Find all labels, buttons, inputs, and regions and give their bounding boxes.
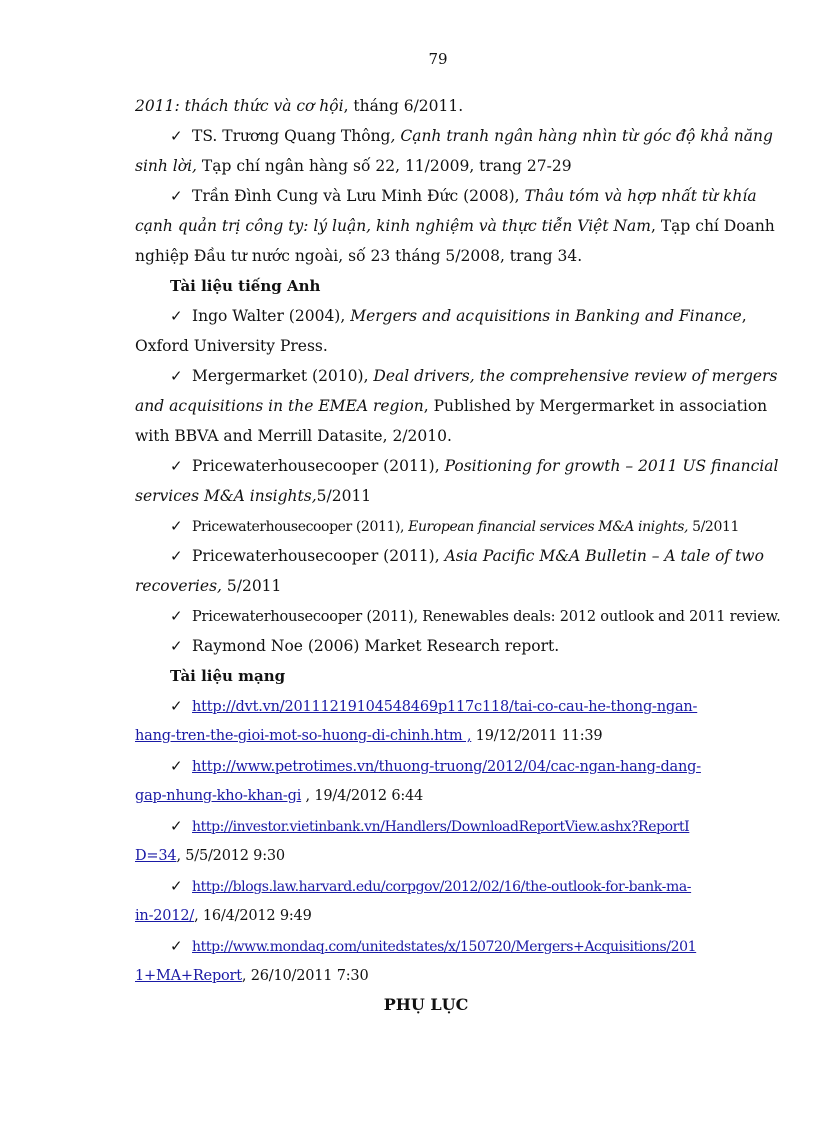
web-link[interactable]: D=34 — [135, 848, 177, 864]
ref-line — [135, 846, 740, 866]
ref-text: Raymond Noe (2006) Market Research report. — [192, 637, 560, 655]
ref-date: , 16/4/2012 9:49 — [194, 908, 312, 924]
checkmark-icon: ✓ — [170, 637, 183, 655]
checkmark-icon: ✓ — [170, 187, 183, 205]
ref-line — [170, 936, 740, 957]
ref-line — [135, 246, 740, 266]
web-link[interactable]: http://www.petrotimes.vn/thuong-truong/2012/04/cac-ngan-hang-dang- — [192, 759, 701, 775]
ref-line — [135, 96, 740, 116]
web-link[interactable]: http://www.mondaq.com/unitedstates/x/150720/Mergers+Acquisitions/201 — [192, 939, 697, 955]
ref-line — [135, 216, 775, 236]
ref-line — [170, 756, 740, 777]
ref-text: Pricewaterhousecooper (2011), Renewables deals: 2012 outlook and 2011 review. — [192, 609, 781, 625]
checkmark-icon: ✓ — [170, 757, 183, 775]
ref-line — [135, 396, 768, 416]
ref-title: sinh lời, — [135, 157, 197, 175]
checkmark-icon: ✓ — [170, 607, 183, 625]
web-link[interactable]: 1+MA+Report — [135, 968, 242, 984]
ref-line — [135, 726, 740, 746]
ref-line — [170, 306, 747, 326]
ref-text: 5/2011 — [688, 519, 739, 535]
ref-title: recoveries, — [135, 577, 222, 595]
ref-date: , 19/4/2012 6:44 — [301, 788, 424, 804]
ref-line — [135, 426, 740, 446]
ref-line — [135, 486, 740, 506]
ref-date: , 26/10/2011 7:30 — [241, 968, 369, 984]
ref-line — [170, 636, 740, 656]
web-link[interactable]: in-2012/ — [135, 908, 195, 924]
ref-author: TS. Trương Quang Thông — [192, 127, 391, 145]
ref-title: Deal drivers, the comprehensive review of mergers — [373, 367, 778, 385]
ref-line — [170, 126, 773, 146]
ref-text: , Published by Mergermarket in association — [423, 397, 768, 415]
ref-line — [170, 456, 779, 476]
checkmark-icon: ✓ — [170, 127, 183, 145]
ref-line — [135, 786, 740, 806]
ref-text: Tạp chí ngân hàng số 22, 11/2009, trang 27-29 — [196, 157, 572, 175]
appendix-heading: PHỤ LỤC — [383, 995, 469, 1014]
ref-line — [135, 336, 740, 356]
ref-title: 2011: thách thức và cơ hội — [135, 97, 344, 115]
ref-line — [170, 546, 764, 566]
ref-line — [170, 696, 740, 717]
ref-line — [135, 576, 740, 596]
web-link[interactable]: http://investor.vietinbank.vn/Handlers/DownloadReportView.ashx?ReportI — [192, 819, 690, 835]
ref-title: Asia Pacific M&A Bulletin – A tale of two — [444, 547, 764, 565]
web-link[interactable]: hang-tren-the-gioi-mot-so-huong-di-chinh.htm , — [135, 728, 472, 744]
ref-text: , tháng 6/2011. — [343, 97, 464, 115]
ref-author: Pricewaterhousecooper (2011), — [192, 457, 445, 475]
ref-title: Positioning for growth – 2011 US financial — [444, 457, 779, 475]
ref-author: Trần Đình Cung và Lưu Minh Đức (2008), — [192, 187, 525, 205]
checkmark-icon: ✓ — [170, 547, 183, 565]
checkmark-icon: ✓ — [170, 817, 183, 835]
checkmark-icon: ✓ — [170, 697, 183, 715]
checkmark-icon: ✓ — [170, 877, 183, 895]
checkmark-icon: ✓ — [170, 937, 183, 955]
ref-title: cạnh quản trị công ty: lý luận, kinh nghiệm và thực tiễn Việt Nam — [135, 217, 651, 235]
checkmark-icon: ✓ — [170, 367, 183, 385]
ref-title: European financial services M&A inights, — [408, 519, 689, 535]
ref-text: , Tạp chí Doanh — [650, 217, 775, 235]
ref-line — [170, 816, 740, 837]
ref-text: Oxford University Press. — [135, 337, 328, 355]
ref-text: 5/2011 — [316, 487, 372, 505]
ref-text: nghiệp Đầu tư nước ngoài, số 23 tháng 5/2008, trang 34. — [135, 247, 583, 265]
section-heading-web: Tài liệu mạng — [170, 667, 286, 685]
page-number: 79 — [428, 50, 448, 68]
ref-author: Pricewaterhousecooper (2011), — [192, 547, 445, 565]
ref-title: , Cạnh tranh ngân hàng nhìn từ góc độ khả năng — [390, 127, 773, 145]
checkmark-icon: ✓ — [170, 457, 183, 475]
checkmark-icon: ✓ — [170, 517, 183, 535]
ref-text: with BBVA and Merrill Datasite, 2/2010. — [135, 427, 452, 445]
ref-title: Mergers and acquisitions in Banking and Finance — [350, 307, 742, 325]
ref-title: services M&A insights, — [135, 487, 317, 505]
ref-line — [135, 906, 740, 926]
ref-title: Thâu tóm và hợp nhất từ khía — [524, 187, 757, 205]
ref-line — [170, 876, 740, 897]
web-link[interactable]: http://dvt.vn/20111219104548469p117c118/tai-co-cau-he-thong-ngan- — [192, 699, 698, 715]
ref-date: , 5/5/2012 9:30 — [176, 848, 285, 864]
ref-line — [170, 366, 778, 386]
ref-author: Pricewaterhousecooper (2011), — [192, 519, 409, 535]
section-heading-english: Tài liệu tiếng Anh — [170, 277, 321, 295]
ref-title: and acquisitions in the EMEA region — [135, 397, 424, 415]
ref-line — [135, 156, 740, 176]
ref-author: Mergermarket (2010), — [192, 367, 374, 385]
web-link[interactable]: gap-nhung-kho-khan-gi — [135, 788, 302, 804]
web-link[interactable]: http://blogs.law.harvard.edu/corpgov/2012/02/16/the-outlook-for-bank-ma- — [192, 879, 692, 895]
ref-text: 5/2011 — [221, 577, 282, 595]
checkmark-icon: ✓ — [170, 307, 183, 325]
ref-line — [170, 186, 757, 206]
ref-line — [135, 966, 740, 986]
ref-author: Ingo Walter (2004), — [192, 307, 351, 325]
ref-text: , — [741, 307, 747, 325]
ref-line — [170, 606, 781, 627]
ref-line — [170, 516, 740, 537]
ref-date: 19/12/2011 11:39 — [471, 728, 603, 744]
